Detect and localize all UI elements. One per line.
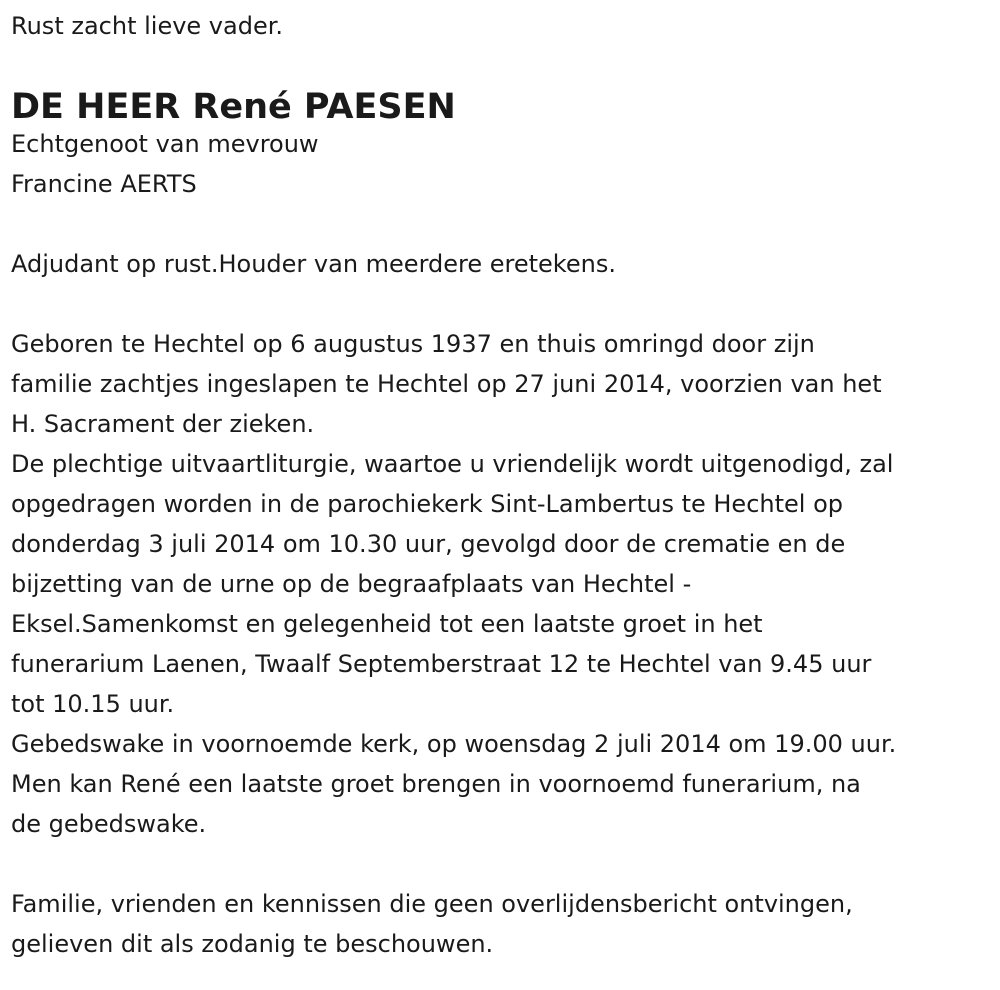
spouse-line: Echtgenoot van mevrouw [11, 130, 319, 158]
body-line: tot 10.15 uur. [11, 690, 175, 718]
spouse-line: Francine AERTS [11, 170, 197, 198]
body-line: Geboren te Hechtel op 6 augustus 1937 en thuis omringd door zijn [11, 330, 815, 358]
body-line: H. Sacrament der zieken. [11, 410, 315, 438]
occupation-line: Adjudant op rust.Houder van meerdere eretekens. [11, 250, 616, 278]
body-line: funerarium Laenen, Twaalf Septemberstraat 12 te Hechtel van 9.45 uur [11, 650, 872, 678]
closing-line: gelieven dit als zodanig te beschouwen. [11, 930, 494, 958]
spacer [11, 284, 991, 324]
body-line: Eksel.Samenkomst en gelegenheid tot een laatste groet in het [11, 610, 763, 638]
body-line: De plechtige uitvaartliturgie, waartoe u vriendelijk wordt uitgenodigd, zal [11, 450, 894, 478]
deceased-name: DE HEER René PAESEN [11, 87, 456, 127]
body-line: Gebedswake in voornoemde kerk, op woensdag 2 juli 2014 om 19.00 uur. [11, 730, 897, 758]
body-line: familie zachtjes ingeslapen te Hechtel op 27 juni 2014, voorzien van het [11, 370, 882, 398]
closing-text [11, 884, 991, 964]
closing-line: Familie, vrienden en kennissen die geen overlijdensbericht ontvingen, [11, 890, 853, 918]
body-line: bijzetting van de urne op de begraafplaats van Hechtel - [11, 570, 692, 598]
body-line: Men kan René een laatste groet brengen in voornoemd funerarium, na [11, 770, 861, 798]
spacer [11, 204, 991, 244]
body-line: de gebedswake. [11, 810, 207, 838]
body-line: donderdag 3 juli 2014 om 10.30 uur, gevolgd door de crematie en de [11, 530, 846, 558]
body-text [11, 324, 991, 844]
spacer [11, 844, 991, 884]
body-line: opgedragen worden in de parochiekerk Sint-Lambertus te Hechtel op [11, 490, 843, 518]
farewell-line: Rust zacht lieve vader. [11, 12, 284, 40]
obituary-notice [11, 0, 991, 964]
spacer [11, 46, 991, 85]
